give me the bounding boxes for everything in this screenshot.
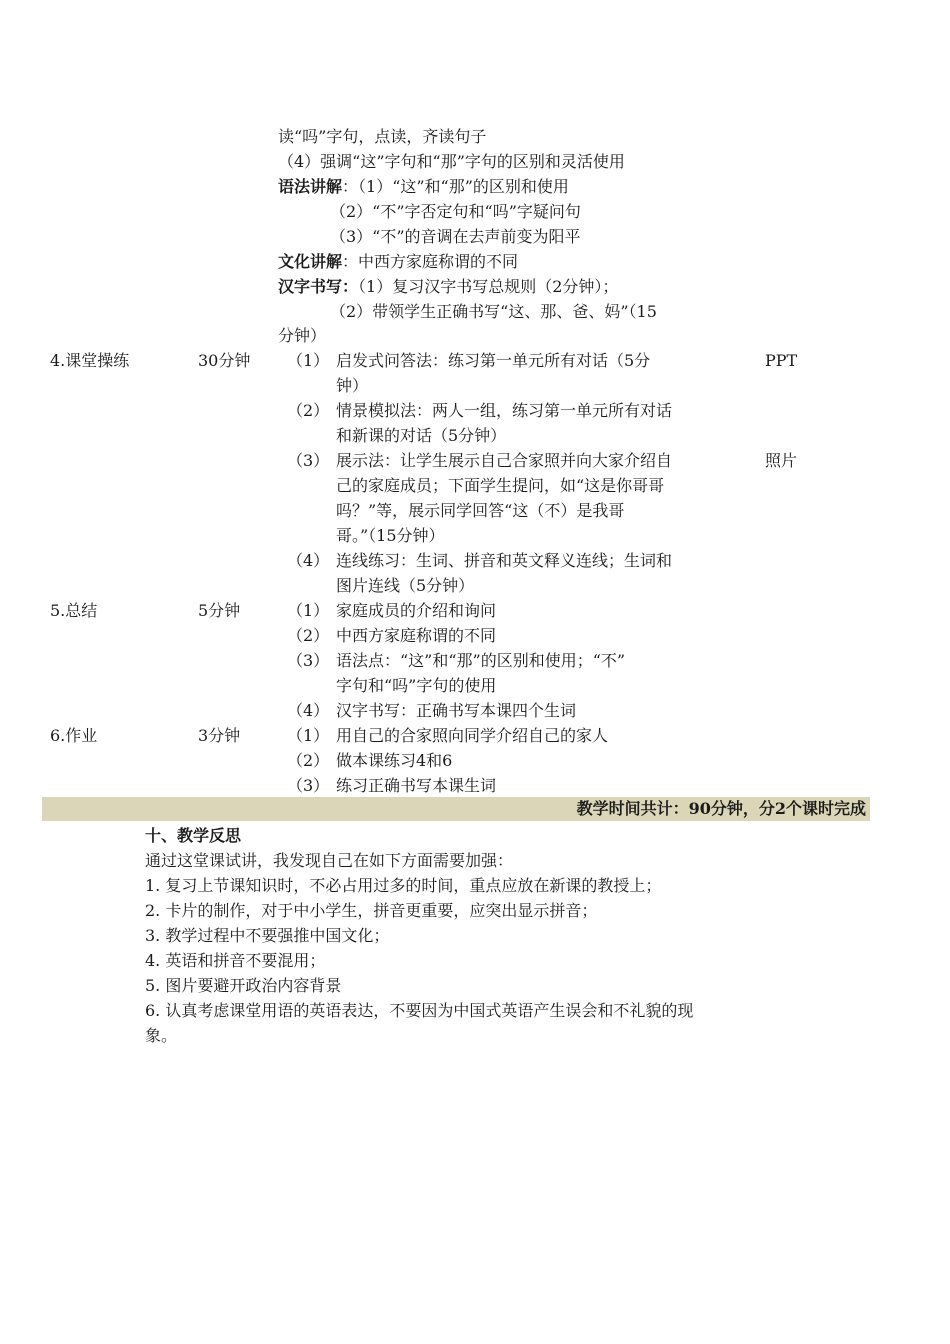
reflection-point: 5. 图片要避开政治内容背景: [145, 976, 342, 995]
step-time: 3分钟: [198, 726, 241, 745]
reading-line: 读“吗”字句，点读，齐读句子: [278, 127, 487, 146]
reflection-point: 2. 卡片的制作，对于中小学生，拼音更重要，应突出显示拼音；: [145, 901, 598, 920]
item-text: 展示法：让学生展示自己合家照并向大家介绍自: [336, 451, 673, 470]
item-number: （2）: [287, 401, 330, 420]
item-text: 己的家庭成员；下面学生提问，如“这是你哥哥: [336, 476, 665, 495]
grammar-point-1: ：（1）“这”和“那”的区别和使用: [342, 177, 569, 196]
item-number: （2）: [287, 626, 330, 645]
item-text: 连线练习：生词、拼音和英文释义连线；生词和: [336, 551, 673, 570]
item-text: 语法点：“这”和“那”的区别和使用；“不”: [336, 651, 626, 670]
item-text: 和新课的对话（5分钟）: [336, 426, 507, 445]
step-label: 4.课堂操练: [50, 351, 130, 370]
item-number: （3）: [287, 451, 330, 470]
reflection-point: 4. 英语和拼音不要混用；: [145, 951, 326, 970]
material-ppt: PPT: [765, 351, 798, 370]
grammar-label: 语法讲解: [278, 177, 343, 196]
item-text: 钟）: [336, 376, 369, 395]
total-time-text: 教学时间共计：90分钟，分2个课时完成: [576, 799, 866, 818]
item-text: 字句和“吗”字句的使用: [336, 676, 497, 695]
grammar-point-2: （2）“不”字否定句和“吗”字疑问句: [330, 202, 581, 221]
grammar-point-3: （3）“不”的音调在去声前变为阳平: [330, 227, 581, 246]
culture-label: 文化讲解: [278, 252, 343, 271]
item-text: 做本课练习4和6: [336, 751, 453, 770]
hanzi-line-1: [278, 275, 618, 299]
item-text: 情景模拟法：两人一组，练习第一单元所有对话: [336, 401, 673, 420]
hanzi-label: 汉字书写：: [278, 277, 359, 296]
reflection-intro: 通过这堂课试讲，我发现自己在如下方面需要加强：: [145, 851, 514, 870]
item-number: （3）: [287, 776, 330, 795]
step-time: 30分钟: [198, 351, 251, 370]
culture-line: [278, 250, 518, 274]
item-text: 中西方家庭称谓的不同: [336, 626, 497, 645]
item-text: 汉字书写：正确书写本课四个生词: [336, 701, 577, 720]
item-number: （1）: [287, 601, 330, 620]
item-text: 图片连线（5分钟）: [336, 576, 475, 595]
reflection-point: 1. 复习上节课知识时，不必占用过多的时间，重点应放在新课的教授上；: [145, 876, 662, 895]
item-number: （4）: [287, 701, 330, 720]
grammar-line-1: [278, 175, 569, 199]
total-time-bar: [42, 797, 870, 821]
material-photo: 照片: [765, 451, 798, 470]
item-text: 启发式问答法：练习第一单元所有对话（5分: [336, 351, 651, 370]
item-number: （4）: [287, 551, 330, 570]
step-time: 5分钟: [198, 601, 241, 620]
hanzi-point-2-wrap: 分钟）: [278, 326, 327, 345]
reflection-point: 6. 认真考虑课堂用语的英语表达，不要因为中国式英语产生误会和不礼貌的现: [145, 1001, 694, 1020]
item-text: 家庭成员的介绍和询问: [336, 601, 497, 620]
reflection-heading: 十、教学反思: [145, 826, 242, 845]
hanzi-point-1: （1）复习汉字书写总规则（2分钟）；: [358, 277, 619, 296]
item-text: 练习正确书写本课生词: [336, 776, 497, 795]
item-text: 用自己的合家照向同学介绍自己的家人: [336, 726, 609, 745]
item-number: （1）: [287, 726, 330, 745]
item-number: （1）: [287, 351, 330, 370]
item-text: 吗？”等，展示同学回答“这（不）是我哥: [336, 501, 625, 520]
step-label: 5.总结: [50, 601, 98, 620]
hanzi-point-2: （2）带领学生正确书写“这、那、爸、妈”（15: [330, 302, 657, 321]
reflection-point: 3. 教学过程中不要强推中国文化；: [145, 926, 390, 945]
item-number: （2）: [287, 751, 330, 770]
reflection-point-wrap: 象。: [145, 1026, 178, 1045]
culture-text: ：中西方家庭称谓的不同: [342, 252, 519, 271]
step-label: 6.作业: [50, 726, 98, 745]
item-text: 哥。”（15分钟）: [336, 526, 445, 545]
emphasis-line: （4）强调“这”字句和“那”字句的区别和灵活使用: [278, 152, 625, 171]
item-number: （3）: [287, 651, 330, 670]
